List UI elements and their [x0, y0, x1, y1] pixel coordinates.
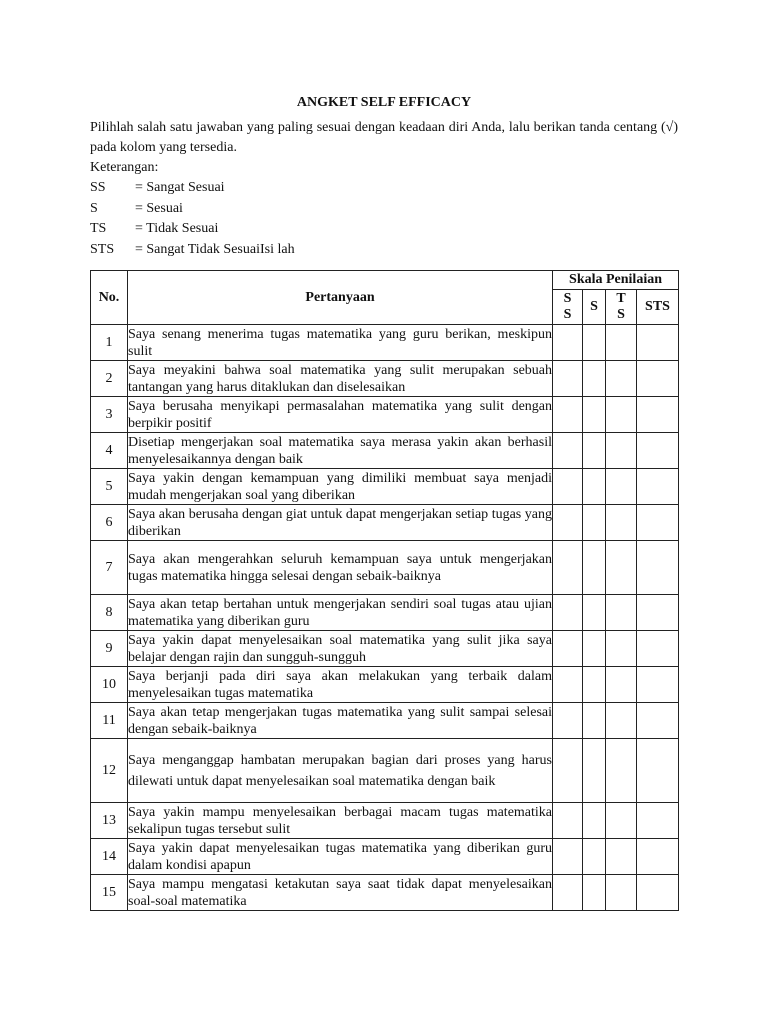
answer-cell-s[interactable]: [583, 595, 606, 631]
header-sts: STS: [637, 290, 679, 325]
answer-cell-ss[interactable]: [553, 875, 583, 911]
answer-cell-sts[interactable]: [637, 739, 679, 803]
answer-cell-s[interactable]: [583, 361, 606, 397]
answer-cell-s[interactable]: [583, 667, 606, 703]
header-no: No.: [91, 271, 128, 325]
header-ts-bottom: S: [617, 307, 625, 322]
row-number: 2: [91, 361, 128, 397]
row-question: Saya akan mengerahkan seluruh kemampuan saya untuk mengerjakan tugas matematika hingga selesai dengan sebaik-baiknya: [128, 541, 553, 595]
answer-cell-ts[interactable]: [606, 595, 637, 631]
row-number: 12: [91, 739, 128, 803]
row-question: Saya meyakini bahwa soal matematika yang sulit merupakan sebuah tantangan yang harus ditaklukan dan diselesaikan: [128, 362, 552, 395]
answer-cell-ss[interactable]: [553, 803, 583, 839]
table-row: [91, 505, 679, 541]
answer-cell-sts[interactable]: [637, 631, 679, 667]
answer-cell-ts[interactable]: [606, 505, 637, 541]
row-number: 10: [91, 667, 128, 703]
answer-cell-ss[interactable]: [553, 739, 583, 803]
questionnaire-table: [90, 270, 679, 911]
answer-cell-ts[interactable]: [606, 739, 637, 803]
row-question: Saya akan tetap mengerjakan tugas matematika yang sulit sampai selesai dengan sebaik-baiknya: [128, 704, 552, 737]
row-question: Saya akan tetap bertahan untuk mengerjakan sendiri soal tugas atau ujian matematika yang diberikan guru: [128, 596, 552, 629]
legend-item-s: [90, 199, 678, 220]
answer-cell-ss[interactable]: [553, 667, 583, 703]
table-row: [91, 839, 679, 875]
row-number: 8: [91, 595, 128, 631]
table-row: [91, 541, 679, 595]
answer-cell-ts[interactable]: [606, 875, 637, 911]
legend-code: S: [90, 200, 98, 216]
answer-cell-s[interactable]: [583, 505, 606, 541]
legend-heading: Keterangan:: [90, 160, 159, 175]
legend-code: TS: [90, 221, 107, 236]
answer-cell-s[interactable]: [583, 433, 606, 469]
row-question: Saya mampu mengatasi ketakutan saya saat tidak dapat menyelesaikan soal-soal matematika: [128, 876, 552, 909]
answer-cell-ts[interactable]: [606, 397, 637, 433]
answer-cell-sts[interactable]: [637, 667, 679, 703]
answer-cell-sts[interactable]: [637, 433, 679, 469]
legend-desc: = Sesuai: [135, 200, 183, 216]
answer-cell-s[interactable]: [583, 469, 606, 505]
table-row: [91, 875, 679, 911]
answer-cell-sts[interactable]: [637, 875, 679, 911]
answer-cell-sts[interactable]: [637, 595, 679, 631]
answer-cell-ts[interactable]: [606, 361, 637, 397]
questionnaire-page: [90, 94, 678, 909]
answer-cell-ss[interactable]: [553, 541, 583, 595]
header-ts-top: T: [616, 291, 626, 306]
answer-cell-ts[interactable]: [606, 433, 637, 469]
answer-cell-s[interactable]: [583, 875, 606, 911]
table-row: [91, 803, 679, 839]
answer-cell-sts[interactable]: [637, 469, 679, 505]
table-row: [91, 469, 679, 505]
header-question: Pertanyaan: [128, 271, 553, 325]
row-number: 5: [91, 469, 128, 505]
header-scale: Skala Penilaian: [553, 271, 679, 290]
table-row: [91, 739, 679, 803]
header-s: S: [583, 290, 606, 325]
header-ss-bottom: S: [563, 307, 572, 322]
answer-cell-ss[interactable]: [553, 631, 583, 667]
legend-code: STS: [90, 241, 115, 257]
answer-cell-s[interactable]: [583, 703, 606, 739]
table-row: [91, 595, 679, 631]
row-question: Saya yakin dengan kemampuan yang dimiliki membuat saya menjadi mudah mengerjakan soal yang diberikan: [128, 470, 552, 503]
row-number: 4: [91, 433, 128, 469]
row-question: Saya yakin dapat menyelesaikan tugas matematika yang diberikan guru dalam kondisi apapun: [128, 840, 552, 873]
legend-desc: = Tidak Sesuai: [135, 221, 219, 236]
answer-cell-s[interactable]: [583, 631, 606, 667]
row-question: Saya yakin mampu menyelesaikan berbagai macam tugas matematika sekalipun tugas tersebut sulit: [128, 804, 552, 837]
table-row: [91, 397, 679, 433]
header-ts: [606, 290, 637, 325]
row-number: 6: [91, 505, 128, 541]
answer-cell-s[interactable]: [583, 541, 606, 595]
answer-cell-ss[interactable]: [553, 397, 583, 433]
table-row: [91, 703, 679, 739]
table-row: [91, 325, 679, 361]
table-row: [91, 631, 679, 667]
answer-cell-ts[interactable]: [606, 839, 637, 875]
legend-code: SS: [90, 180, 106, 195]
answer-cell-sts[interactable]: [637, 803, 679, 839]
answer-cell-s[interactable]: [583, 839, 606, 875]
row-question: Saya berusaha menyikapi permasalahan matematika yang sulit dengan berpikir positif: [128, 398, 552, 431]
answer-cell-sts[interactable]: [637, 397, 679, 433]
instruction-text: Pilihlah salah satu jawaban yang paling sesuai dengan keadaan diri Anda, lalu berikan tanda centang (√) pada kolom yang tersedia.: [90, 120, 678, 155]
answer-cell-ss[interactable]: [553, 361, 583, 397]
answer-cell-sts[interactable]: [637, 325, 679, 361]
answer-cell-ts[interactable]: [606, 703, 637, 739]
legend-item-sts: [90, 240, 678, 261]
row-question: Saya senang menerima tugas matematika yang guru berikan, meskipun sulit: [128, 326, 552, 359]
table-row: [91, 433, 679, 469]
answer-cell-s[interactable]: [583, 397, 606, 433]
answer-cell-s[interactable]: [583, 739, 606, 803]
answer-cell-ss[interactable]: [553, 325, 583, 361]
legend-desc: = Sangat Sesuai: [135, 180, 225, 195]
row-number: 3: [91, 397, 128, 433]
answer-cell-sts[interactable]: [637, 361, 679, 397]
answer-cell-ts[interactable]: [606, 325, 637, 361]
answer-cell-s[interactable]: [583, 803, 606, 839]
answer-cell-ss[interactable]: [553, 703, 583, 739]
answer-cell-ts[interactable]: [606, 803, 637, 839]
row-number: 11: [91, 703, 128, 739]
answer-cell-ts[interactable]: [606, 541, 637, 595]
answer-cell-sts[interactable]: [637, 541, 679, 595]
answer-cell-ss[interactable]: [553, 595, 583, 631]
header-ss-top: S: [563, 291, 572, 306]
page-title: ANGKET SELF EFFICACY: [296, 95, 472, 110]
row-question: Saya menganggap hambatan merupakan bagian dari proses yang harus dilewati untuk dapat menyelesaikan soal matematika dengan baik: [128, 739, 553, 803]
answer-cell-ss[interactable]: [553, 505, 583, 541]
answer-cell-ts[interactable]: [606, 469, 637, 505]
row-question: Saya berjanji pada diri saya akan melakukan yang terbaik dalam menyelesaikan tugas matematika: [128, 668, 552, 701]
answer-cell-sts[interactable]: [637, 839, 679, 875]
row-number: 9: [91, 631, 128, 667]
row-question: Disetiap mengerjakan soal matematika saya merasa yakin akan berhasil menyelesaikannya dengan baik: [128, 434, 552, 467]
answer-cell-ss[interactable]: [553, 433, 583, 469]
row-number: 14: [91, 839, 128, 875]
row-number: 13: [91, 803, 128, 839]
table-row: [91, 667, 679, 703]
answer-cell-ss[interactable]: [553, 839, 583, 875]
answer-cell-ts[interactable]: [606, 631, 637, 667]
answer-cell-s[interactable]: [583, 325, 606, 361]
legend-desc: = Sangat Tidak SesuaiIsi lah: [135, 241, 295, 257]
table-row: [91, 361, 679, 397]
answer-cell-ss[interactable]: [553, 469, 583, 505]
row-number: 15: [91, 875, 128, 911]
header-ss: [553, 290, 583, 325]
row-question: Saya akan berusaha dengan giat untuk dapat mengerjakan setiap tugas yang diberikan: [128, 506, 552, 539]
answer-cell-ts[interactable]: [606, 667, 637, 703]
row-number: 7: [91, 541, 128, 595]
legend-item-ss: [90, 178, 678, 199]
answer-cell-sts[interactable]: [637, 505, 679, 541]
row-number: 1: [91, 325, 128, 361]
row-question: Saya yakin dapat menyelesaikan soal matematika yang sulit jika saya belajar dengan rajin dan sungguh-sungguh: [128, 632, 552, 665]
answer-cell-sts[interactable]: [637, 703, 679, 739]
legend-item-ts: [90, 219, 678, 240]
